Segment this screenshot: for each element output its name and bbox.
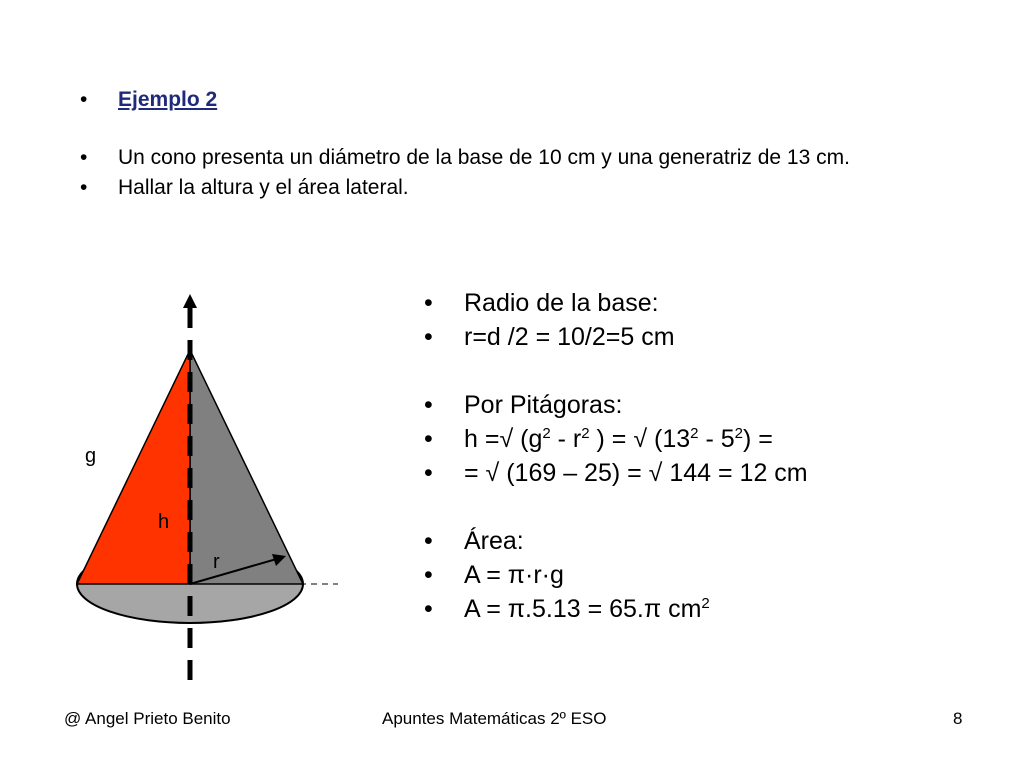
height-formula-row xyxy=(424,422,984,456)
area-result-row xyxy=(424,592,984,626)
statement-row-2 xyxy=(80,176,980,200)
statement-text-1: Un cono presenta un diámetro de la base de 10 cm y una generatriz de 13 cm. xyxy=(118,146,850,169)
cone-diagram xyxy=(70,288,350,698)
area-formula: A = π·r·g xyxy=(464,561,564,589)
bullet: • xyxy=(80,176,88,199)
bullet: • xyxy=(424,595,433,623)
height-formula: h =√ ($g^2 - r^2$ ) = √ $(13^2 - 5^2)$ = xyxy=(464,425,773,453)
bullet: • xyxy=(424,425,433,453)
radius-calc-row xyxy=(424,320,984,354)
problem-statement xyxy=(80,88,980,200)
label-g: g xyxy=(85,445,97,467)
radius-heading-row xyxy=(424,286,984,320)
label-h: h xyxy=(158,511,170,533)
footer-course: Apuntes Matemáticas 2º ESO xyxy=(382,709,607,728)
bullet: • xyxy=(424,527,433,555)
bullet: • xyxy=(80,88,88,111)
height-result: = √ (169 – 25) = √ 144 = 12 cm xyxy=(464,459,808,487)
area-heading: Área: xyxy=(464,527,524,555)
bullet: • xyxy=(424,391,433,419)
statement-row-1 xyxy=(80,146,980,170)
page-number: 8 xyxy=(953,709,963,728)
pythagoras-heading: Por Pitágoras: xyxy=(464,391,623,419)
radius-calc: r=d /2 = 10/2=5 cm xyxy=(464,323,675,351)
example-heading-row xyxy=(80,88,980,112)
statement-text-2: Hallar la altura y el área lateral. xyxy=(118,176,409,199)
bullet: • xyxy=(80,146,88,169)
footer-author: @ Angel Prieto Benito xyxy=(64,709,231,728)
bullet: • xyxy=(424,289,433,317)
cone-red-triangle xyxy=(77,350,190,584)
pythagoras-heading-row xyxy=(424,388,984,422)
bullet: • xyxy=(424,323,433,351)
area-heading-row xyxy=(424,524,984,558)
label-r: r xyxy=(213,551,220,573)
bullet: • xyxy=(424,459,433,487)
area-result: A = π.5.13 = 65.π $cm^2$ xyxy=(464,595,710,623)
bullet: • xyxy=(424,561,433,589)
solution-steps xyxy=(424,286,984,626)
area-formula-row xyxy=(424,558,984,592)
cone-gray-side xyxy=(190,350,303,584)
radius-heading: Radio de la base: xyxy=(464,289,659,317)
height-result-row xyxy=(424,456,984,490)
example-title: Ejemplo 2 xyxy=(118,88,218,111)
axis-arrow-head xyxy=(183,294,197,308)
